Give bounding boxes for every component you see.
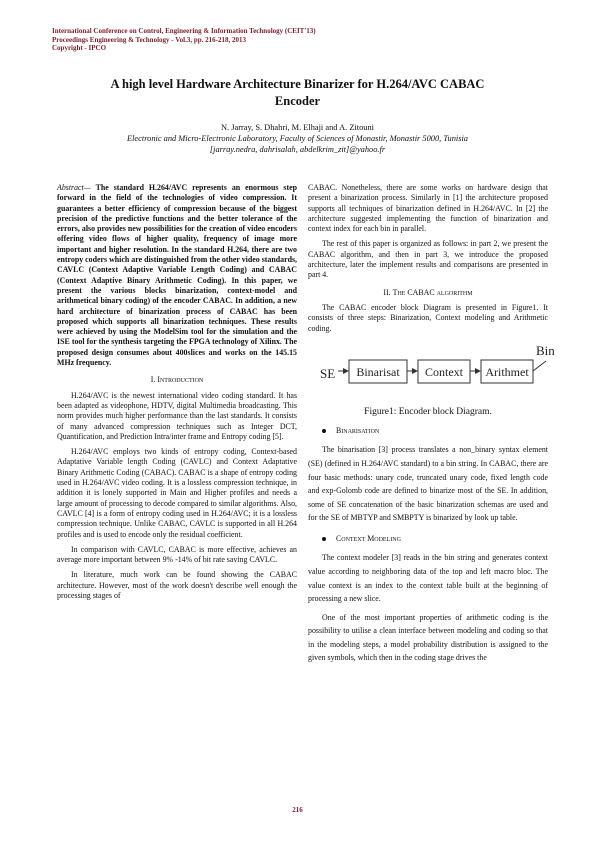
encoder-block-diagram <box>308 339 555 403</box>
section-title: The CABAC algorithm <box>392 287 473 297</box>
arithmetic-block-label: Arithmet <box>485 364 529 379</box>
cabac-paragraph: The CABAC encoder block Diagram is presented in Figure1. It consists of three steps: Binarization, Context modeling and Arithmetic coding. <box>308 302 548 333</box>
binarisation-paragraph: The binarisation [3] process translates a non_binary syntax element (SE) (defined in H.264/AVC standard) to a bin string. In CABAC, there are four basic methods: unary code, truncated unary code, fixed length code and exp-Golomb code are defined to binarize most of the SE. In addition, some of SE concatenation of the basic binarization schemas are used and for the SE of MBTYP and SMBPTY is binarized by look up table. <box>308 445 548 523</box>
section-number: II. <box>383 287 391 297</box>
authors: N. Jarray, S. Dhahri, M. Elhaji and A. Zitouni <box>221 123 374 132</box>
header-line-3: Copyright - IPCO <box>52 44 107 53</box>
intro-paragraph-1: H.264/AVC is the newest international video coding standard. It has been adapted as videophone, HDTV, digital Multimedia broadcasting. This norm provides much higher performance than the last standards. It consists of many advanced compression techniques such as Integer DCT, Quantification, and Prediction Intra/inter frame and Entropy coding [5]. <box>57 390 297 441</box>
left-column <box>57 183 297 606</box>
context-paragraph: The context modeler [3] reads in the bin string and generates context value according to neighboring data of the top and left macro bloc. The value context is an index to the context table built at the beginning of processing a new slice. <box>308 553 548 604</box>
bullet-title: Context Modeling <box>336 534 401 544</box>
abstract <box>57 183 297 368</box>
intro-paragraph-3: In comparison with CAVLC, CABAC is more effective, achieves an average more important between 9% -14% of bit rate saving CAVLC. <box>57 544 297 565</box>
bullet-icon <box>322 429 326 433</box>
intro-paragraph-2: H.264/AVC employs two kinds of entropy coding, Context-based Adaptative Variable length Coding (CAVLC) and Context Adaptative Binary Arithmetic Coding (CABAC). CABAC is a shape of entropy coding used in H.264/AVC video coding. It is a lossless compression technique, in addition it is lonely supported in Main and Higher profiles and needs a large amount of processing to decode compared to similar algorithms. Also, CAVLC [4] is a form of entropy coding used in H.264/AVC; it is a lossless compression technique. Unlike CABAC, CAVLC is supported in all H.264 profiles and is used to encode only the residual coefficient. <box>57 447 297 539</box>
title-line-2: Encoder <box>274 94 321 108</box>
header-line-2: Proceedings Engineering & Technology - Vol.3, pp. 216-218, 2013 <box>52 35 246 44</box>
block-diagram-svg <box>308 339 555 403</box>
right-column <box>308 183 555 670</box>
diagram-output-label: Bin <box>536 342 555 358</box>
abstract-text: The standard H.264/AVC represents an enormous step forward in the field of the technologies of video compression. It guarantees a better efficiency of compression because of the biggest precision of the predictive functions and the better tolerance of the errors, also provides new possibilities for the creation of video encoders offering video flows of higher quality, frequency of image more important and higher resolution. In the standard H.264, there are two entropy coders which are distinguished from the other video standards, CAVLC (Context Adaptive Variable Length Coding) and CABAC (Context Adaptive Binary Arithmetic Coding). In this paper, we present the various blocks binarization, context-model and arithmetical binary coding) of the encoder CABAC. In addition, a new hard architecture of binarization process of CABAC has been proposed which supports all binarization techniques. These results were achieved by using the ModelSim tool for the simulation and the ISE tool for the synthesis targeting the FPGA technology of Xilinx. The proposed design consumes about 400slices and works on the 145.15 MHz frequency. <box>57 183 297 368</box>
intro-paragraph-4: In literature, much work can be found showing the CABAC architecture. However, most of the work doesn't describe well enough the processing stages of <box>57 570 297 600</box>
section-title: Introduction <box>157 375 204 385</box>
right-paragraph-2: The rest of this paper is organized as follows: in part 2, we present the CABAC algorithm, and then in part 3, we introduce the proposed architecture, later the implement results and comparisons are presented in part 4. <box>308 239 548 280</box>
arithmetic-paragraph: One of the most important properties of arithmetic coding is the possibility to utilise a clean interface between modeling and coding so that in the modeling steps, a model probability distribution is assigned to the given symbols, which then in the coding stage drives the <box>308 612 548 663</box>
header-line-1: International Conference on Control, Engineering & Information Technology (CEIT'13) <box>52 27 316 35</box>
abstract-label: Abstract— <box>57 183 91 192</box>
conference-header <box>52 27 532 53</box>
right-paragraph-1: CABAC. Nonetheless, there are some works on hardware design that present a binarization process. Similarly in [1] the architecture proposed supports all techniques of binarization defined in H.264/AVC. In [2] the architecture suggested implementing the function of binarization and context index for each bin in parallel. <box>308 183 548 234</box>
bullet-context-modeling <box>322 534 548 544</box>
section-number: I. <box>150 375 156 385</box>
section-heading-introduction <box>57 375 297 385</box>
figure-caption: Figure1: Encoder block Diagram. <box>364 406 492 417</box>
paper-title <box>60 76 535 110</box>
bullet-icon <box>322 537 326 541</box>
diagram-input-label: SE <box>320 365 336 381</box>
binarisation-block-label: Binarisat <box>356 364 400 379</box>
title-line-1: A high level Hardware Architecture Binarizer for H.264/AVC CABAC <box>110 77 485 91</box>
context-block-label: Context <box>425 364 463 379</box>
section-heading-cabac <box>308 288 548 298</box>
author-email: [jarray.nedra, dahrisalah, abdelkrim_zit]@yahoo.fr <box>209 145 386 154</box>
affiliation: Electronic and Micro-Electronic Laboratory, Faculty of Sciences of Monastir, Monastir 5000, Tunisia <box>126 134 468 143</box>
arrow-out <box>533 361 546 371</box>
bullet-binarisation <box>322 426 548 436</box>
page-number: 216 <box>292 806 303 814</box>
bullet-title: Binarisation <box>336 426 380 436</box>
